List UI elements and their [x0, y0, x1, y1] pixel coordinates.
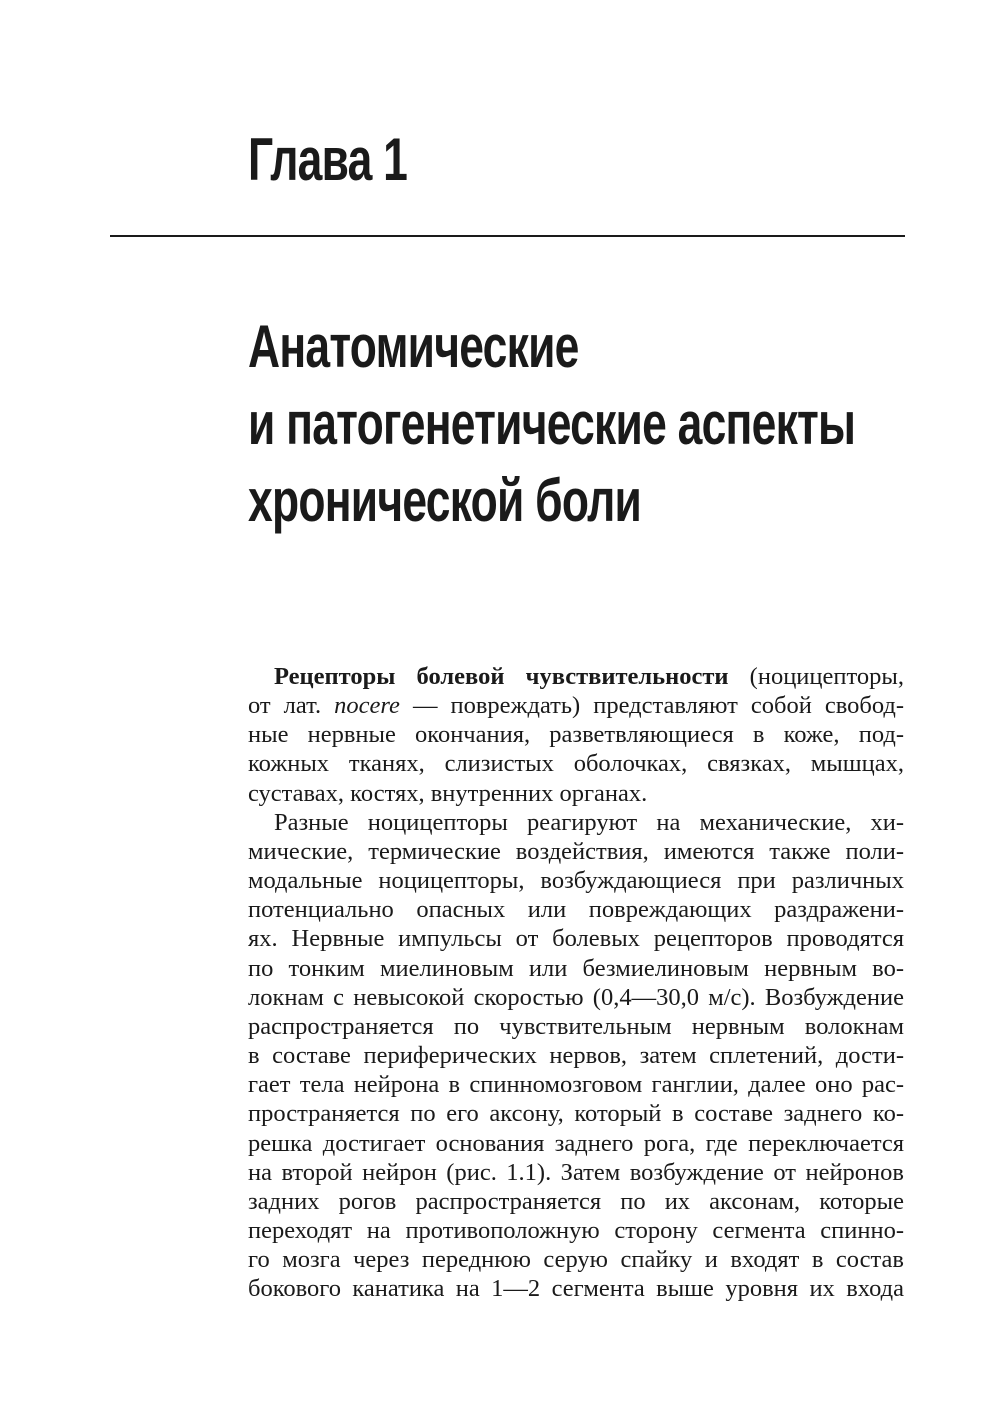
chapter-divider: [110, 235, 905, 237]
text-line: бокового канатика на 1—2 сегмента выше уровня их входа: [248, 1275, 904, 1303]
text-line: потенциально опасных или повреждающих раздражени-: [248, 896, 904, 924]
text-line: кожных тканях, слизистых оболочках, связках, мышцах,: [248, 750, 904, 778]
text-line: Разные ноцицепторы реагируют на механические, хи-: [274, 808, 904, 836]
text-line: ные нервные окончания, разветвляющиеся в коже, под-: [248, 721, 904, 749]
term-bold: Рецепторы болевой чувствительности: [274, 663, 729, 690]
text-line: распространяется по чувствительным нервным волокнам: [248, 1012, 904, 1040]
text-line: задних рогов распространяется по их аксонам, которые: [248, 1187, 904, 1215]
chapter-title: [248, 308, 855, 539]
text-line: переходят на противоположную сторону сегмента спинно-: [248, 1216, 904, 1244]
text-line: гает тела нейрона в спинномозговом ганглии, далее оно рас-: [248, 1071, 904, 1099]
text-line: на второй нейрон (рис. 1.1). Затем возбуждение от нейронов: [248, 1158, 904, 1186]
chapter-label: Глава 1: [248, 126, 408, 193]
chapter-title-line: и патогенетические аспекты: [248, 390, 856, 457]
text-line: по тонким миелиновым или безмиелиновым нервным во-: [248, 954, 904, 982]
text-line: мические, термические воздействия, имеются также поли-: [248, 837, 904, 865]
text-line: решка достигает основания заднего рога, где переключается: [248, 1129, 904, 1157]
text-line: суставах, костях, внутренних органах.: [248, 779, 648, 807]
text-line: Рецепторы болевой чувствительности (ноцицепторы,: [274, 663, 904, 690]
latin-term: nocere: [334, 692, 400, 720]
text-line: локнам с невысокой скоростью (0,4—30,0 м/с). Возбуждение: [248, 983, 904, 1011]
text-line: пространяется по его аксону, который в составе заднего ко-: [248, 1100, 904, 1128]
paragraph-2: [248, 808, 904, 1304]
chapter-title-line: хронической боли: [248, 467, 642, 534]
paragraph-1: [248, 662, 904, 808]
body-text: [248, 662, 904, 1303]
text-line: модальные ноцицепторы, возбуждающиеся при различных: [248, 867, 904, 895]
text-line: в составе периферических нервов, затем сплетений, дости-: [248, 1042, 904, 1070]
text-line: го мозга через переднюю серую спайку и входят в состав: [248, 1246, 904, 1274]
text-line: ях. Нервные импульсы от болевых рецепторов проводятся: [248, 925, 904, 953]
chapter-title-line: Анатомические: [248, 313, 579, 380]
text-line: от лат. nocere — повреждать) представляют собой свобод-: [248, 692, 904, 720]
